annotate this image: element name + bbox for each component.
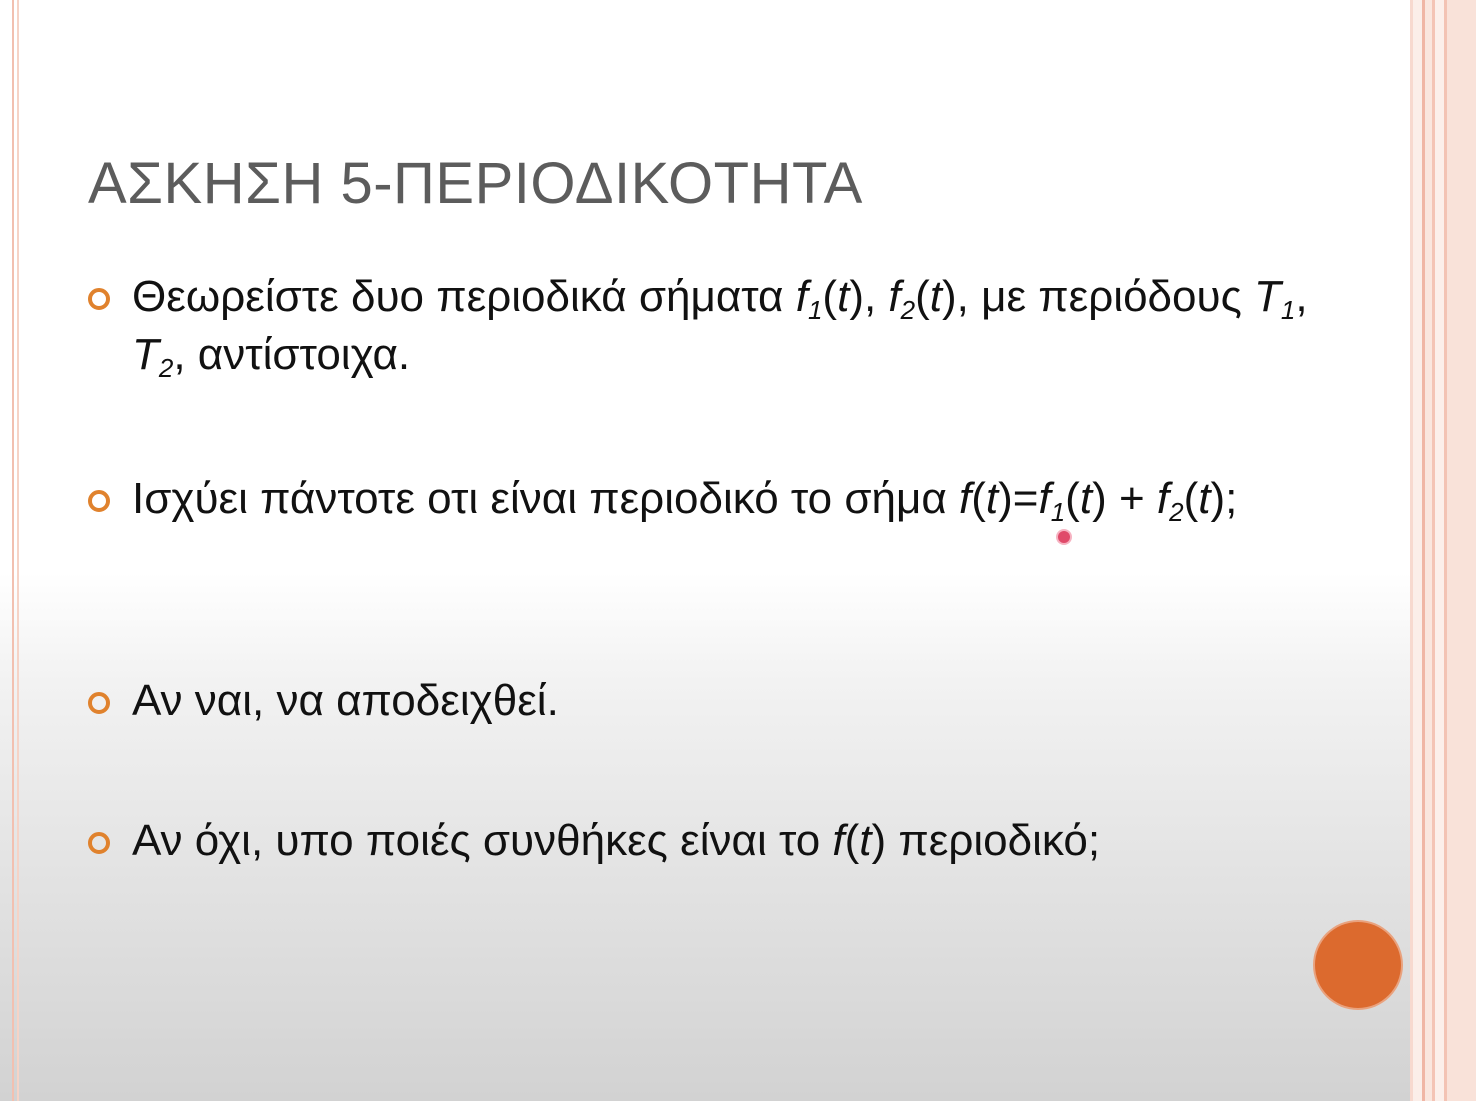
bullet-ring-icon bbox=[88, 490, 110, 512]
laser-pointer-dot bbox=[1058, 531, 1070, 543]
left-border-line bbox=[12, 0, 14, 1101]
left-border-line-inner bbox=[17, 0, 19, 1101]
slide-title: ΑΣΚΗΣΗ 5-ΠΕΡΙΟΔΙΚΟΤΗΤΑ bbox=[88, 151, 863, 216]
right-decorative-band bbox=[1410, 0, 1476, 1101]
bullet-text: Αν όχι, υπο ποιές συνθήκες είναι το f(t) περιοδικό; bbox=[132, 816, 1101, 865]
bullet-ring-icon bbox=[88, 288, 110, 310]
decorative-circle-icon bbox=[1315, 922, 1401, 1008]
bullet-text: Θεωρείστε δυο περιοδικά σήματα $f_1(t)$, $f_2(t)$, με περιόδους $T_1$, $T_2$, αντίστοιχα. bbox=[132, 272, 1308, 383]
bullet-text: Ισχύει πάντοτε οτι είναι περιοδικό το σήμα $f(t)=f_1(t) + f_2(t)$; bbox=[132, 474, 1238, 527]
bullet-ring-icon bbox=[88, 692, 110, 714]
bullet-ring-icon bbox=[88, 832, 110, 854]
bullet-text: Αν ναι, να αποδειχθεί. bbox=[132, 676, 559, 725]
